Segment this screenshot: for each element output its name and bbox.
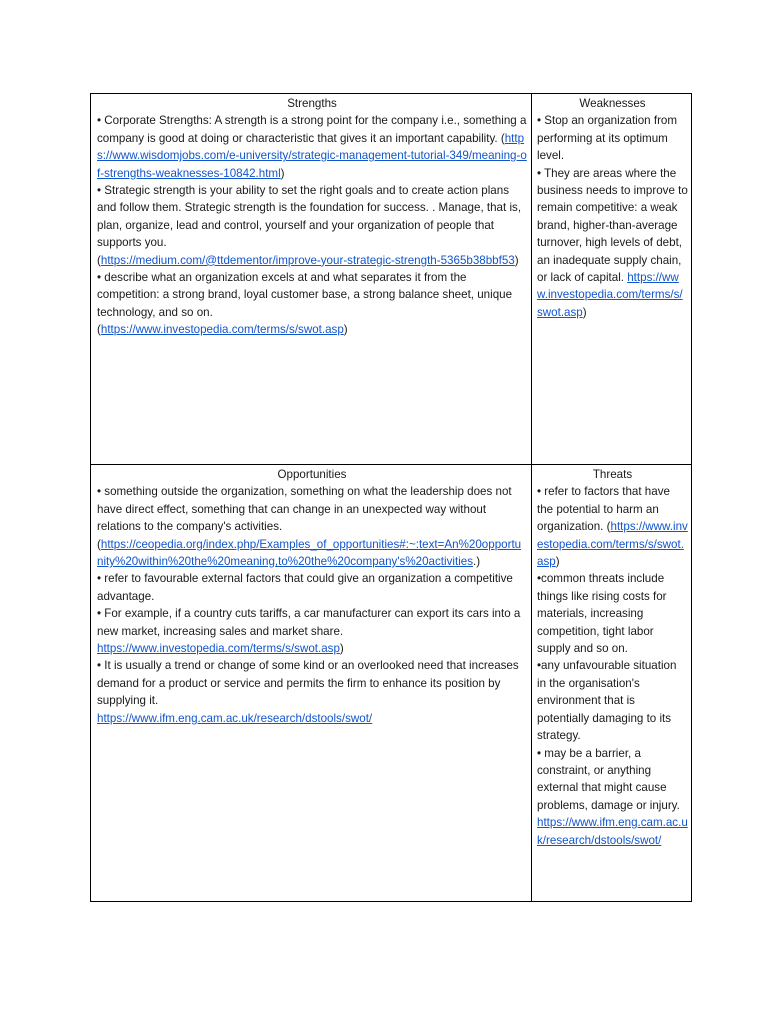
paren-open: ( [97, 537, 101, 551]
item-text: • describe what an organization excels at and what separates it from the competition: a strong brand, loyal customer base, a strong balance sheet, unique technology, and so on. [97, 271, 513, 319]
item-text: • refer to favourable external factors that could give an organization a competitive advantage. [97, 572, 513, 603]
opportunities-item [97, 570, 527, 605]
threats-heading: Threats [592, 468, 633, 481]
threats-cell [532, 465, 691, 901]
strengths-cell [91, 94, 532, 465]
item-text: • refer to factors that have the potential to harm an organization. [537, 485, 670, 534]
item-text: •common threats include things like rising costs for materials, increasing competition, tight labor supply and so on. [537, 572, 667, 656]
threats-item [537, 483, 688, 570]
paren-close: ) [339, 642, 344, 656]
weaknesses-heading: Weaknesses [579, 97, 646, 110]
opportunities-item [97, 483, 527, 570]
swot-table [90, 93, 692, 902]
paren-open: ( [606, 520, 611, 534]
item-text: •any unfavourable situation in the organisation's environment that is potentially damaging to its strategy. [537, 659, 677, 743]
threats-item [537, 657, 688, 744]
item-text: • Strategic strength is your ability to set the right goals and to create action plans and follow them. Strategic strength is the foundation for success. . Manage, that is, plan, organize, lead and control, yourself and your organization of people that supports you. [97, 184, 522, 250]
source-link[interactable]: https://www.wisdomjobs.com/e-university/strategic-management-tutorial-349/meaning-of-strengths-weaknesses-10842.html [97, 131, 527, 180]
source-link[interactable]: https://medium.com/@ttdementor/improve-your-strategic-strength-5365b38bbf53 [100, 253, 515, 267]
weaknesses-item [537, 112, 688, 164]
opportunities-heading: Opportunities [277, 468, 347, 481]
item-text: • something outside the organization, something on what the leadership does not have direct effect, something that can change in an unexpected way without relations to the company's activities. [97, 485, 512, 534]
strengths-heading: Strengths [287, 97, 337, 110]
paren-close: .) [473, 555, 481, 569]
source-link[interactable]: https://www.investopedia.com/terms/s/swot.asp [100, 323, 344, 337]
item-text: • It is usually a trend or change of some kind or an overlooked need that increases demand for a product or service and permits the firm to enhance its position by supplying it. [97, 659, 519, 708]
paren-close: ) [280, 166, 285, 180]
threats-item [537, 745, 688, 849]
source-link[interactable]: https://www.ifm.eng.cam.ac.uk/research/dstools/swot/ [537, 816, 688, 847]
source-link[interactable]: https://www.investopedia.com/terms/s/swot.asp [537, 271, 683, 319]
paren-close: ) [514, 253, 519, 267]
item-text: • Stop an organization from performing at its optimum level. [537, 114, 678, 163]
paren-open: ( [97, 253, 101, 267]
strengths-item [97, 112, 527, 182]
source-link[interactable]: https://www.investopedia.com/terms/s/swot.asp [97, 642, 340, 656]
source-link[interactable]: https://ceopedia.org/index.php/Examples_of_opportunities#:~:text=An%20opportunity%20within%20the%20meaning,to%20the%20company's%20activities [97, 537, 522, 569]
weaknesses-cell [532, 94, 691, 465]
opportunities-cell [91, 465, 532, 901]
threats-item [537, 570, 688, 657]
opportunities-item [97, 657, 527, 727]
source-link[interactable]: https://www.investopedia.com/terms/s/swot.asp [537, 520, 688, 569]
item-text: • Corporate Strengths: A strength is a strong point for the company i.e., something a company is good at doing or characteristic that gives it an important capability. ( [97, 114, 527, 145]
weaknesses-item [537, 165, 688, 322]
paren-close: ) [555, 555, 560, 569]
paren-open: ( [97, 323, 101, 337]
source-link[interactable]: https://www.ifm.eng.cam.ac.uk/research/dstools/swot/ [97, 711, 373, 725]
paren-close: ) [343, 323, 348, 337]
item-text: • For example, if a country cuts tariffs, a car manufacturer can export its cars into a new market, increasing sales and market share. [97, 607, 521, 638]
paren-close: ) [582, 305, 587, 319]
item-text: • They are areas where the business needs to improve to remain competitive: a weak brand, higher-than-average turnover, high levels of debt, an inadequate supply chain, or lack of capital. [537, 166, 688, 285]
item-text: • may be a barrier, a constraint, or anything external that might cause problems, damage or injury. [537, 746, 680, 812]
strengths-item [97, 269, 527, 339]
opportunities-item [97, 605, 527, 657]
strengths-item [97, 182, 527, 269]
